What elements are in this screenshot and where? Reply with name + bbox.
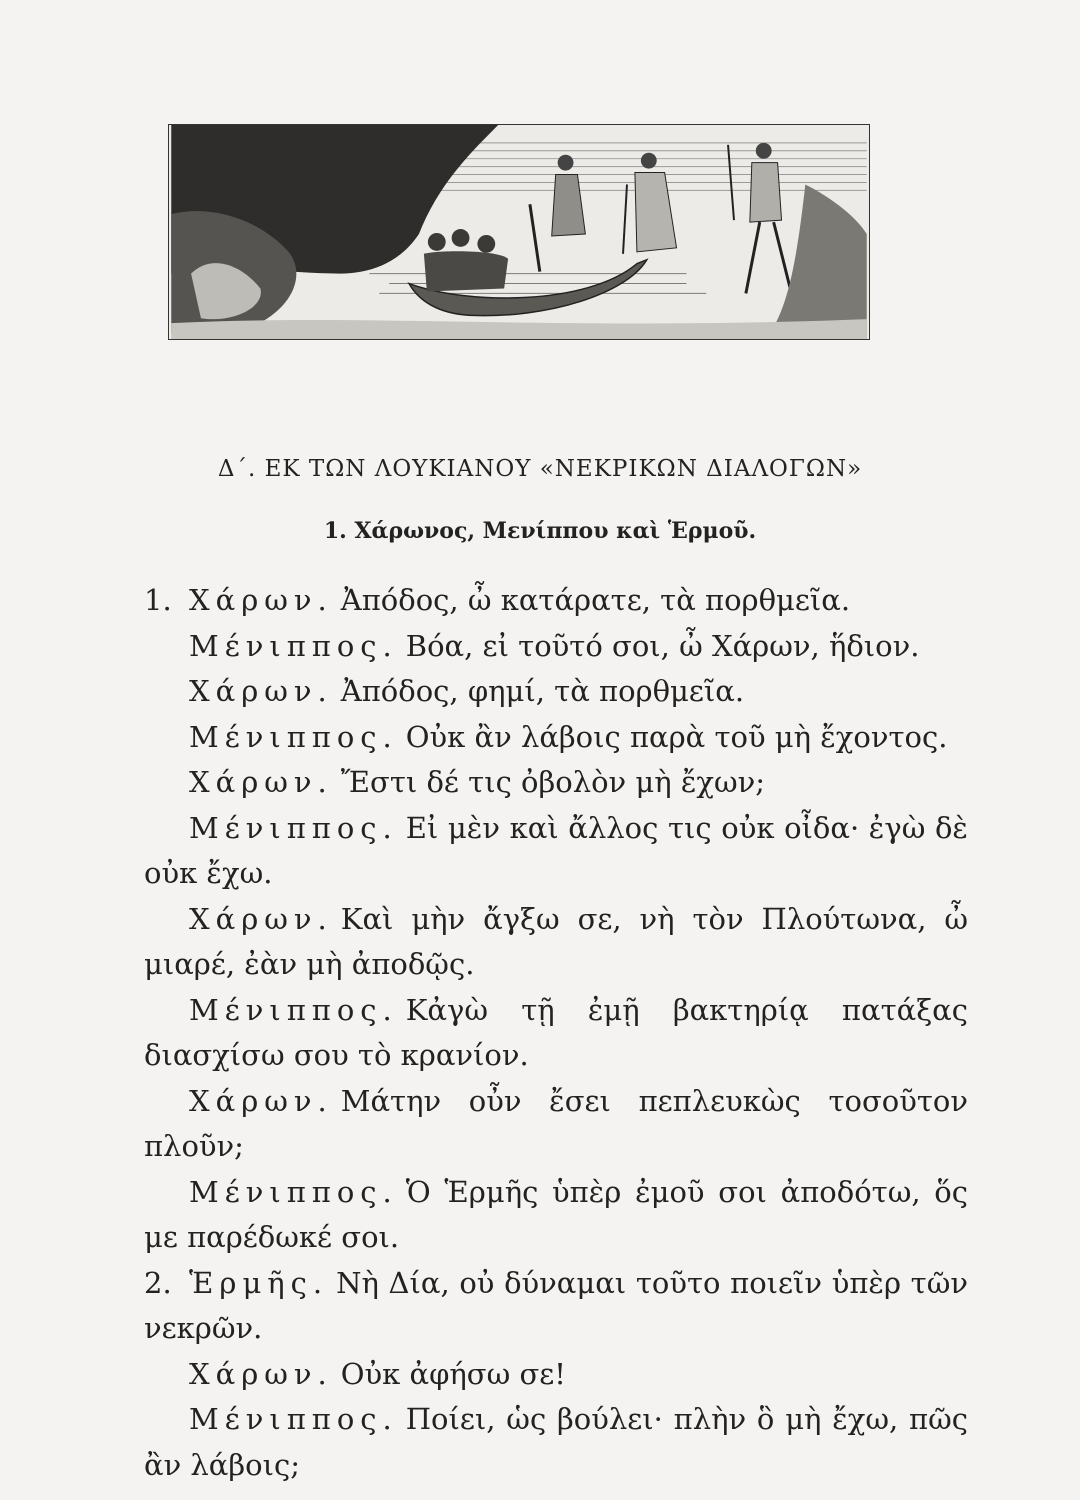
speaker-name: Μένιππος. (189, 719, 398, 754)
line-text: Ἀπόδος, ὦ κατάρατε, τὰ πορθμεῖα. (340, 583, 851, 617)
line-text: Κἀγὼ τῇ ἐμῇ βακτηρίᾳ πατάξας διασχίσω σου τὸ κρανίον. (144, 992, 968, 1072)
dialogue-line (144, 715, 968, 761)
dialogue-line (144, 988, 968, 1079)
speaker-name: Ἑρμῆς. (189, 1265, 329, 1300)
speaker-name: Χάρων. (189, 765, 333, 799)
line-text: Ἀπόδος, φημί, τὰ πορθμεῖα. (340, 674, 745, 708)
section-number: 1. (144, 583, 172, 617)
speaker-name: Χάρων. (189, 1083, 333, 1118)
line-text: Ποίει, ὡς βούλει· πλὴν ὃ μὴ ἔχω, πῶς ἂν λάβοις; (144, 1402, 968, 1482)
dialogue-line (144, 806, 968, 897)
dialogue-line (144, 1261, 968, 1352)
line-text: Μάτην οὖν ἔσει πεπλευκὼς τοσοῦτον πλοῦν; (144, 1083, 968, 1163)
dialogue-line (144, 1397, 968, 1488)
dialogue-line (144, 760, 968, 806)
line-text: Οὐκ ἀφήσω σε! (340, 1356, 566, 1391)
engraving-drawing (169, 125, 869, 339)
speaker-name: Μένιππος. (189, 628, 398, 663)
section-number: 2. (144, 1265, 172, 1300)
speaker-name: Χάρων. (189, 583, 333, 617)
dialogue-line (144, 897, 968, 988)
speaker-name: Μένιππος. (189, 810, 398, 845)
line-text: Οὐκ ἂν λάβοις παρὰ τοῦ μὴ ἔχοντος. (405, 719, 948, 754)
dialogue-title: 1. Χάρωνος, Μενίππου καὶ Ἑρμοῦ. (323, 518, 757, 544)
line-text: Καὶ μὴν ἄγξω σε, νὴ τὸν Πλούτωνα, ὦ μιαρέ, ἐὰν μὴ ἀποδῷς. (144, 901, 968, 981)
dialogue-line (144, 1170, 968, 1261)
dialogue-line (144, 578, 968, 624)
engraving-charon-boat (168, 124, 870, 340)
line-text: Νὴ Δία, οὐ δύναμαι τοῦτο ποιεῖν ὑπὲρ τῶν νεκρῶν. (144, 1265, 968, 1345)
speaker-name: Χάρων. (189, 1356, 333, 1391)
speaker-name: Μένιππος. (189, 1174, 398, 1209)
speaker-name: Μένιππος. (189, 1402, 398, 1436)
dialogue-line (144, 1352, 968, 1398)
line-text: Ὁ Ἑρμῆς ὑπὲρ ἐμοῦ σοι ἀποδότω, ὅς με παρέδωκέ σοι. (144, 1174, 968, 1254)
section-heading: Δ΄. ΕΚ ΤΩΝ ΛΟΥΚΙΑΝΟΥ «ΝΕΚΡΙΚΩΝ ΔΙΑΛΟΓΩΝ» (217, 456, 863, 482)
speaker-name: Χάρων. (189, 901, 333, 936)
speaker-name: Χάρων. (189, 674, 333, 708)
line-text: Ἔστι δέ τις ὀβολὸν μὴ ἔχων; (340, 765, 766, 799)
dialogue-line (144, 1079, 968, 1170)
line-text: Εἰ μὲν καὶ ἄλλος τις οὐκ οἶδα· ἐγὼ δὲ οὐκ ἔχω. (144, 810, 968, 890)
dialogue-line (144, 624, 968, 670)
dialogue-body (144, 578, 968, 1488)
dialogue-line (144, 669, 968, 715)
line-text: Βόα, εἰ τοῦτό σοι, ὦ Χάρων, ἥδιον. (405, 628, 920, 663)
speaker-name: Μένιππος. (189, 992, 398, 1027)
